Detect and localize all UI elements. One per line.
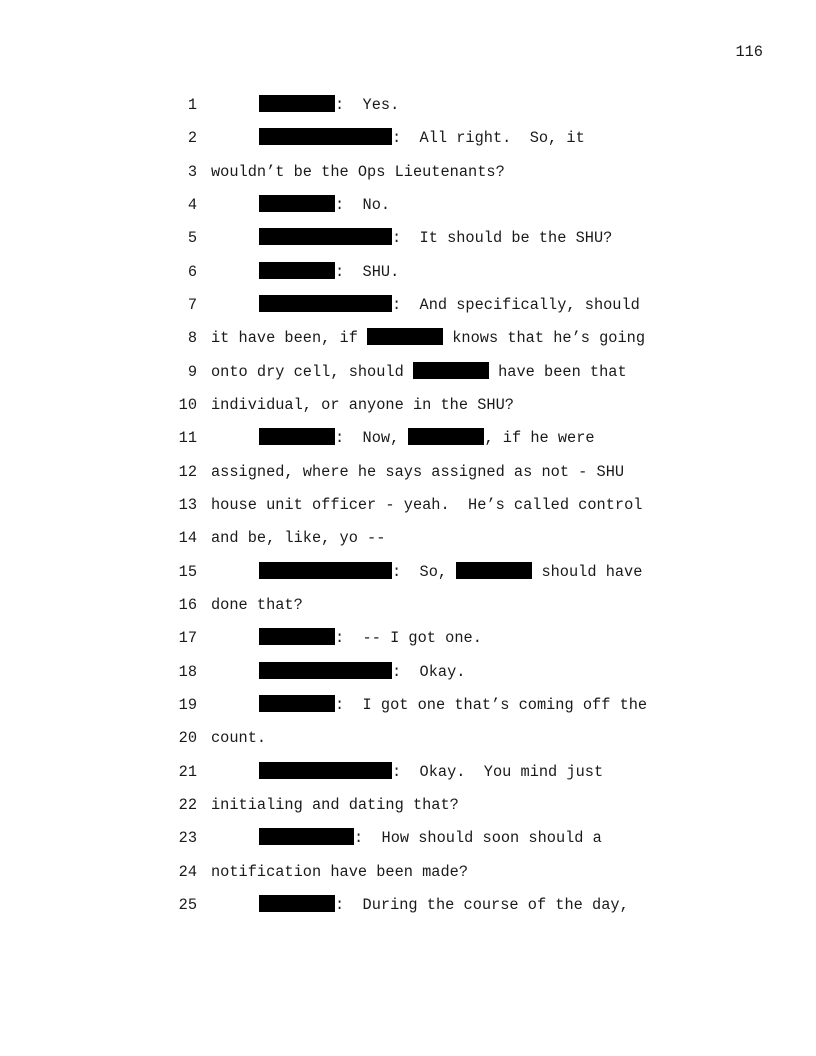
line-number: 5 <box>187 229 197 247</box>
transcript-line <box>0 428 816 461</box>
line-number: 15 <box>178 563 197 581</box>
transcript-line <box>0 828 816 861</box>
line-text: and be, like, yo -- <box>211 529 386 547</box>
line-number: 7 <box>187 296 197 314</box>
line-text: initialing and dating that? <box>211 796 459 814</box>
line-number: 11 <box>178 429 197 447</box>
transcript-line <box>0 495 816 528</box>
redaction-block <box>259 128 392 145</box>
line-text: : All right. So, it <box>259 128 585 148</box>
transcript-line <box>0 95 816 128</box>
transcript-line <box>0 528 816 561</box>
line-number: 3 <box>187 163 197 181</box>
line-number: 23 <box>178 829 197 847</box>
transcript-line <box>0 728 816 761</box>
line-text: : So, should have <box>259 562 642 582</box>
line-number: 19 <box>178 696 197 714</box>
transcript-line <box>0 295 816 328</box>
line-text: : And specifically, should <box>259 295 640 315</box>
line-text: house unit officer - yeah. He’s called control <box>211 496 643 514</box>
transcript-line <box>0 628 816 661</box>
redaction-block <box>413 362 489 379</box>
line-number: 21 <box>178 763 197 781</box>
line-number: 25 <box>178 896 197 914</box>
page-number: 116 <box>735 43 763 61</box>
redaction-block <box>259 628 335 645</box>
transcript-line <box>0 695 816 728</box>
redaction-block <box>259 562 392 579</box>
redaction-block <box>259 428 335 445</box>
line-number: 10 <box>178 396 197 414</box>
line-text: : During the course of the day, <box>259 895 629 915</box>
transcript-line <box>0 762 816 795</box>
line-number: 6 <box>187 263 197 281</box>
transcript-line <box>0 662 816 695</box>
redaction-block <box>259 762 392 779</box>
line-text: : -- I got one. <box>259 628 482 648</box>
line-number: 1 <box>187 96 197 114</box>
line-text: : No. <box>259 195 390 215</box>
transcript-line <box>0 562 816 595</box>
redaction-block <box>259 695 335 712</box>
line-number: 13 <box>178 496 197 514</box>
line-number: 14 <box>178 529 197 547</box>
transcript-line <box>0 228 816 261</box>
line-number: 22 <box>178 796 197 814</box>
line-text: : It should be the SHU? <box>259 228 612 248</box>
line-text: : Okay. You mind just <box>259 762 603 782</box>
line-number: 16 <box>178 596 197 614</box>
line-number: 9 <box>187 363 197 381</box>
line-text: onto dry cell, should have been that <box>211 363 627 381</box>
line-text: notification have been made? <box>211 863 469 881</box>
line-text: individual, or anyone in the SHU? <box>211 396 514 414</box>
redaction-block <box>259 228 392 245</box>
transcript-line <box>0 895 816 928</box>
redaction-block <box>259 662 392 679</box>
redaction-block <box>259 95 335 112</box>
redaction-block <box>259 262 335 279</box>
transcript-line <box>0 362 816 395</box>
line-text: : SHU. <box>259 262 399 282</box>
line-text: : I got one that’s coming off the <box>259 695 647 715</box>
line-number: 18 <box>178 663 197 681</box>
line-text: it have been, if knows that he’s going <box>211 329 646 347</box>
redaction-block <box>408 428 484 445</box>
redaction-block <box>456 562 532 579</box>
transcript-line <box>0 128 816 161</box>
line-number: 12 <box>178 463 197 481</box>
line-text: : Now, , if he were <box>259 428 595 448</box>
line-number: 24 <box>178 863 197 881</box>
transcript-line <box>0 595 816 628</box>
transcript-line <box>0 462 816 495</box>
line-text: assigned, where he says assigned as not - SHU <box>211 463 625 481</box>
transcript-line <box>0 395 816 428</box>
line-number: 20 <box>178 729 197 747</box>
line-number: 8 <box>187 329 197 347</box>
line-number: 2 <box>187 129 197 147</box>
line-text: wouldn’t be the Ops Lieutenants? <box>211 163 505 181</box>
redaction-block <box>259 828 354 845</box>
line-text: count. <box>211 729 267 747</box>
transcript-line <box>0 862 816 895</box>
redaction-block <box>259 295 392 312</box>
redaction-block <box>259 195 335 212</box>
line-text: : Yes. <box>259 95 399 115</box>
redaction-block <box>259 895 335 912</box>
transcript-line <box>0 795 816 828</box>
transcript-line <box>0 328 816 361</box>
line-number: 4 <box>187 196 197 214</box>
transcript-line <box>0 262 816 295</box>
redaction-block <box>367 328 443 345</box>
line-text: done that? <box>211 596 303 614</box>
transcript-line <box>0 162 816 195</box>
line-number: 17 <box>178 629 197 647</box>
transcript-line <box>0 195 816 228</box>
line-text: : Okay. <box>259 662 465 682</box>
line-text: : How should soon should a <box>259 828 602 848</box>
